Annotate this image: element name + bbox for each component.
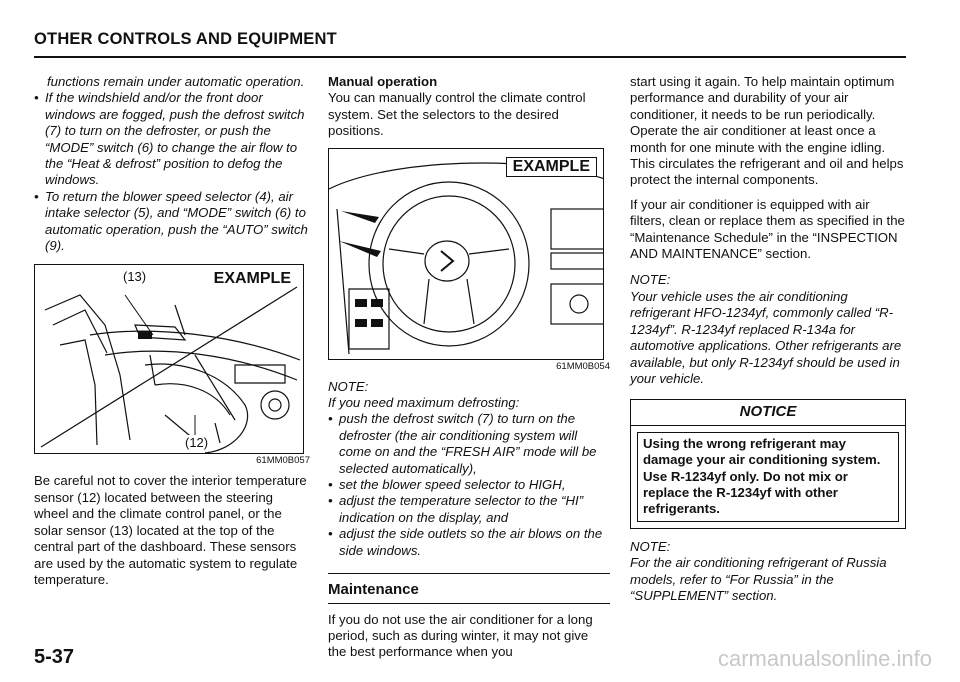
note-bullet-2: • set the blower speed selector to HIGH, xyxy=(328,477,610,493)
column-2 xyxy=(328,74,610,661)
climate-panel-figure xyxy=(328,148,604,360)
figure-code: 61MM0B057 xyxy=(256,455,310,467)
maintenance-text: If you do not use the air conditioner for a long period, such as during winter, it may not give the best performance when you xyxy=(328,611,593,660)
figure-code-2: 61MM0B054 xyxy=(556,360,610,372)
defrost-note-list xyxy=(328,411,610,559)
col1-bullet-list xyxy=(34,90,310,254)
col1-intro: functions remain under automatic operation. xyxy=(47,74,305,89)
note-bullet-1: • push the defrost switch (7) to turn on the defroster (the air conditioning system will come on and the “FRESH AIR” mode will be selected automatically), xyxy=(328,411,610,477)
note-label: NOTE: xyxy=(328,378,369,394)
col1-bullet-2: • To return the blower speed selector (4), air intake selector (5), and “MODE” switch (6) to automatic operation, push the “AUTO” switch (9). xyxy=(34,189,310,255)
col1-bullet-1: • If the windshield and/or the front door windows are fogged, push the defrost switch (7) to turn on the defroster, or push the “MODE” switch (6) to change the air flow to the “Heat & defrost” position to defog the windows. xyxy=(34,90,310,188)
figure-example-label: EXAMPLE xyxy=(213,270,291,288)
note-bullet-4: • adjust the side outlets so the air blows on the side windows. xyxy=(328,526,610,559)
note-bullet-3: • adjust the temperature selector to the “HI” indication on the display, and xyxy=(328,493,610,526)
col1-sensor-paragraph: Be careful not to cover the interior temperature sensor (12) located between the steering wheel and the climate control panel, or the solar sensor (13) located at the top of the central part of the dashboard. These sensors are used by the automatic system to regulate temperature. xyxy=(34,473,307,587)
dashboard-sensor-illustration xyxy=(35,265,304,454)
column-3 xyxy=(630,74,906,604)
notice-box xyxy=(630,399,906,528)
header-rule xyxy=(34,56,906,58)
page-header-title: OTHER CONTROLS AND EQUIPMENT xyxy=(34,30,337,48)
air-filter-paragraph: If your air conditioner is equipped with air filters, clean or replace them as specified in the “Maintenance Schedule” in the “INSPECTION AND MAINTENANCE” section. xyxy=(630,196,905,262)
dashboard-climate-illustration xyxy=(329,149,604,360)
russia-note-label: NOTE: xyxy=(630,538,671,554)
watermark: carmanualsonline.info xyxy=(717,646,932,671)
sensor-location-figure xyxy=(34,264,304,454)
refrigerant-note-label: NOTE: xyxy=(630,272,671,288)
column-1 xyxy=(34,74,310,588)
page-number: 5-37 xyxy=(34,646,75,668)
refrigerant-note-text: Your vehicle uses the air conditioning refrigerant HFO-1234yf, commonly called “R-1234yf”. R-1234yf replaced R-134a for automotive applications. Other refrigerants are available, but only R-1234yf should be used in your vehicle. xyxy=(630,288,902,386)
manual-operation-heading: Manual operation xyxy=(328,74,438,89)
maintenance-heading: Maintenance xyxy=(328,573,610,603)
callout-interior-sensor: (12) xyxy=(185,435,209,451)
notice-title: NOTICE xyxy=(631,400,905,425)
figure-example-label-2: EXAMPLE xyxy=(506,157,597,177)
manual-operation-text: You can manually control the climate control system. Set the selectors to the desired positions. xyxy=(328,90,586,139)
callout-solar-sensor: (13) xyxy=(123,269,147,285)
notice-text: Using the wrong refrigerant may damage your air conditioning system. Use R-1234yf only. Do not mix or replace the R-1234yf with other refrigerants. xyxy=(637,432,899,522)
note-intro: If you need maximum defrosting: xyxy=(328,395,520,411)
russia-note-text: For the air conditioning refrigerant of Russia models, refer to “For Russia” in the “SUPPLEMENT” section. xyxy=(630,555,887,603)
maintenance-continued: start using it again. To help maintain optimum performance and durability of your air conditioner, it needs to be run periodically. Operate the air conditioner at least once a month for one minute with the engine idling. This circulates the refrigerant and oil and helps protect the internal components. xyxy=(630,74,904,188)
